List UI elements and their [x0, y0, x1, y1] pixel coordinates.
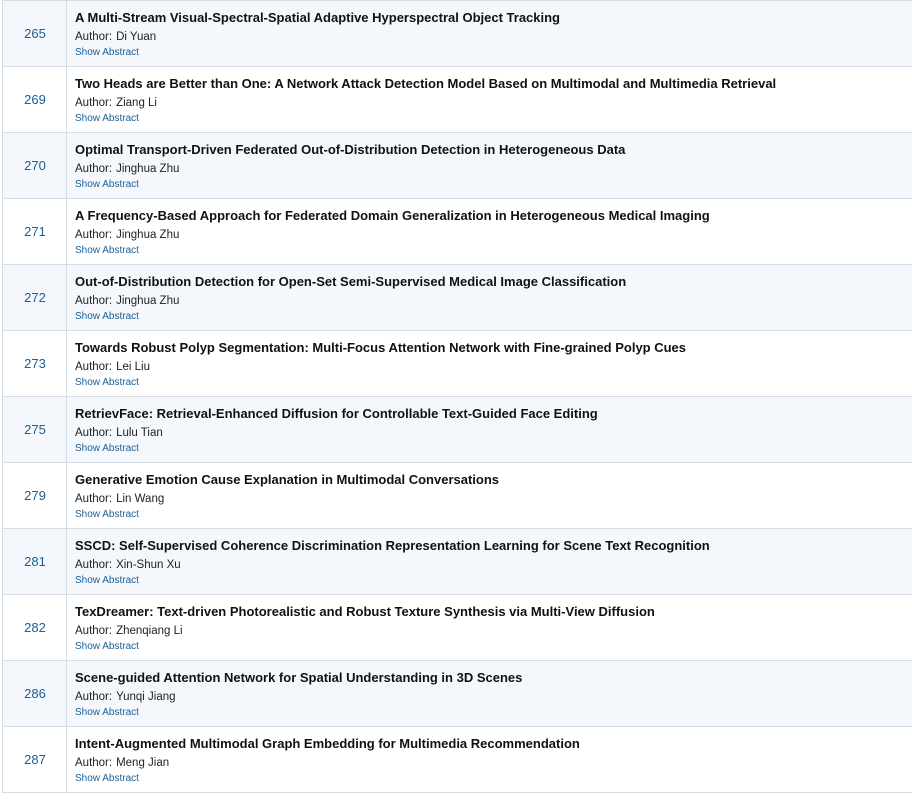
- table-row: [2, 727, 912, 793]
- show-abstract-link[interactable]: Show Abstract: [75, 443, 139, 454]
- show-abstract-link[interactable]: Show Abstract: [75, 47, 139, 58]
- show-abstract-link[interactable]: Show Abstract: [75, 179, 139, 190]
- show-abstract-link[interactable]: Show Abstract: [75, 311, 139, 322]
- paper-content-cell: [75, 1, 912, 66]
- paper-id: 287: [24, 752, 46, 767]
- show-abstract-link[interactable]: Show Abstract: [75, 509, 139, 520]
- paper-author: Lin Wang: [116, 493, 165, 505]
- paper-author: Ziang Li: [116, 97, 157, 109]
- paper-id-cell: [3, 727, 67, 792]
- paper-title: Scene-guided Attention Network for Spatial Understanding in 3D Scenes: [75, 670, 523, 685]
- paper-content-cell: [75, 67, 912, 132]
- paper-author: Yunqi Jiang: [116, 691, 176, 703]
- paper-author-line: [75, 625, 183, 637]
- paper-author-line: [75, 31, 156, 43]
- paper-id: 271: [24, 224, 46, 239]
- paper-content-cell: [75, 727, 912, 792]
- paper-author-line: [75, 427, 163, 439]
- show-abstract-link[interactable]: Show Abstract: [75, 773, 139, 784]
- paper-author: Xin-Shun Xu: [116, 559, 181, 571]
- table-row: [2, 661, 912, 727]
- paper-author: Meng Jian: [116, 757, 170, 769]
- paper-id: 275: [24, 422, 46, 437]
- paper-content-cell: [75, 661, 912, 726]
- paper-table: [2, 0, 912, 793]
- paper-id: 269: [24, 92, 46, 107]
- table-row: [2, 1, 912, 67]
- paper-author-line: [75, 559, 181, 571]
- paper-content-cell: [75, 265, 912, 330]
- table-row: [2, 133, 912, 199]
- paper-title: SSCD: Self-Supervised Coherence Discrimination Representation Learning for Scene Text Recognition: [75, 538, 710, 553]
- paper-title: Towards Robust Polyp Segmentation: Multi-Focus Attention Network with Fine-grained Polyp Cues: [75, 340, 687, 355]
- paper-author: Di Yuan: [116, 31, 157, 43]
- show-abstract-link[interactable]: Show Abstract: [75, 575, 139, 586]
- paper-author-line: [75, 361, 150, 373]
- paper-id-cell: [3, 331, 67, 396]
- author-label: Author:: [75, 625, 113, 637]
- paper-title: Generative Emotion Cause Explanation in Multimodal Conversations: [75, 472, 500, 487]
- paper-title: A Frequency-Based Approach for Federated Domain Generalization in Heterogeneous Medical Imaging: [75, 208, 710, 223]
- table-row: [2, 331, 912, 397]
- paper-id: 282: [24, 620, 46, 635]
- author-label: Author:: [75, 427, 113, 439]
- table-row: [2, 199, 912, 265]
- paper-id: 273: [24, 356, 46, 371]
- show-abstract-link[interactable]: Show Abstract: [75, 245, 139, 256]
- author-label: Author:: [75, 361, 113, 373]
- paper-id-cell: [3, 595, 67, 660]
- paper-author: Zhenqiang Li: [116, 625, 183, 637]
- paper-id-cell: [3, 133, 67, 198]
- table-row: [2, 265, 912, 331]
- paper-title: Optimal Transport-Driven Federated Out-of-Distribution Detection in Heterogeneous Data: [75, 142, 626, 157]
- paper-author-line: [75, 295, 179, 307]
- paper-author: Lulu Tian: [116, 427, 163, 439]
- paper-id: 265: [24, 26, 46, 41]
- paper-id-cell: [3, 265, 67, 330]
- paper-content-cell: [75, 529, 912, 594]
- paper-author: Jinghua Zhu: [116, 295, 180, 307]
- show-abstract-link[interactable]: Show Abstract: [75, 377, 139, 388]
- paper-title: RetrievFace: Retrieval-Enhanced Diffusion for Controllable Text-Guided Face Editing: [75, 406, 598, 421]
- paper-id-cell: [3, 397, 67, 462]
- show-abstract-link[interactable]: Show Abstract: [75, 641, 139, 652]
- paper-author-line: [75, 493, 164, 505]
- paper-author: Jinghua Zhu: [116, 229, 180, 241]
- paper-id-cell: [3, 67, 67, 132]
- author-label: Author:: [75, 493, 113, 505]
- author-label: Author:: [75, 97, 113, 109]
- author-label: Author:: [75, 691, 113, 703]
- paper-author: Lei Liu: [116, 361, 150, 373]
- paper-id: 281: [24, 554, 46, 569]
- paper-content-cell: [75, 397, 912, 462]
- author-label: Author:: [75, 559, 113, 571]
- paper-content-cell: [75, 595, 912, 660]
- paper-id-cell: [3, 1, 67, 66]
- author-label: Author:: [75, 163, 113, 175]
- paper-title: TexDreamer: Text-driven Photorealistic and Robust Texture Synthesis via Multi-View Diffusion: [75, 604, 655, 619]
- table-row: [2, 397, 912, 463]
- paper-author-line: [75, 691, 176, 703]
- author-label: Author:: [75, 31, 113, 43]
- paper-id: 270: [24, 158, 46, 173]
- paper-content-cell: [75, 133, 912, 198]
- paper-id-cell: [3, 199, 67, 264]
- table-row: [2, 529, 912, 595]
- paper-author-line: [75, 229, 179, 241]
- paper-title: Intent-Augmented Multimodal Graph Embedding for Multimedia Recommendation: [75, 736, 580, 751]
- table-row: [2, 595, 912, 661]
- table-row: [2, 67, 912, 133]
- author-label: Author:: [75, 229, 113, 241]
- paper-id: 279: [24, 488, 46, 503]
- paper-title: A Multi-Stream Visual-Spectral-Spatial Adaptive Hyperspectral Object Tracking: [75, 10, 560, 25]
- paper-author-line: [75, 163, 179, 175]
- table-row: [2, 463, 912, 529]
- paper-id-cell: [3, 661, 67, 726]
- paper-content-cell: [75, 199, 912, 264]
- paper-author-line: [75, 757, 169, 769]
- paper-id: 272: [24, 290, 46, 305]
- show-abstract-link[interactable]: Show Abstract: [75, 707, 139, 718]
- paper-id-cell: [3, 463, 67, 528]
- author-label: Author:: [75, 295, 113, 307]
- paper-id-cell: [3, 529, 67, 594]
- show-abstract-link[interactable]: Show Abstract: [75, 113, 139, 124]
- paper-content-cell: [75, 463, 912, 528]
- paper-title: Out-of-Distribution Detection for Open-Set Semi-Supervised Medical Image Classification: [75, 274, 627, 289]
- paper-author: Jinghua Zhu: [116, 163, 180, 175]
- paper-author-line: [75, 97, 157, 109]
- paper-title: Two Heads are Better than One: A Network Attack Detection Model Based on Multimodal and Multimedia Retrieval: [75, 76, 777, 91]
- paper-id: 286: [24, 686, 46, 701]
- paper-content-cell: [75, 331, 912, 396]
- author-label: Author:: [75, 757, 113, 769]
